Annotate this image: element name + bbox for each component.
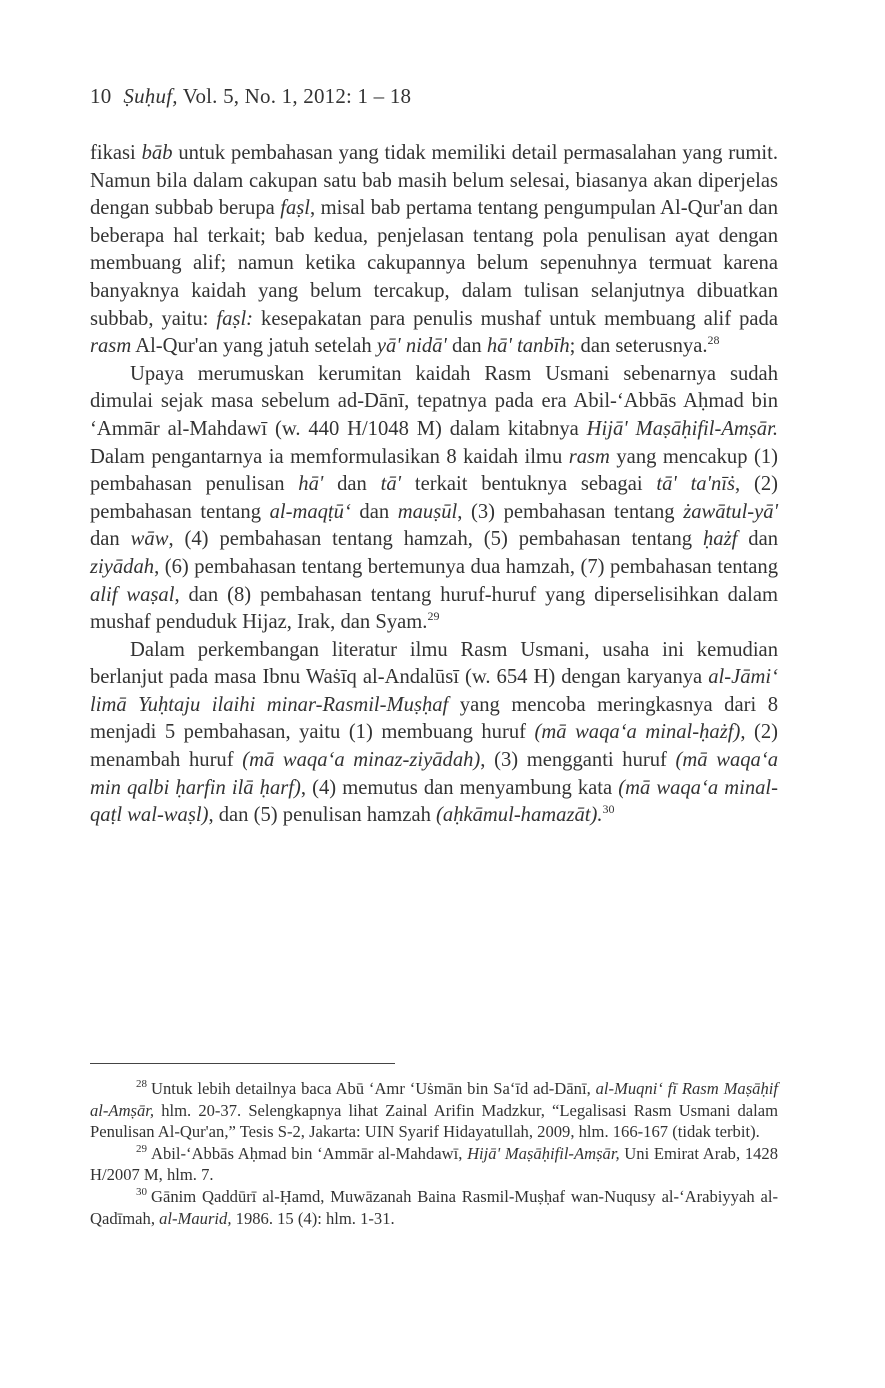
italic-term: hā' tanbīh <box>486 335 570 358</box>
paragraph-3 <box>90 637 778 830</box>
text-run: untuk pembahasan yang tidak memiliki detail permasalahan yang rumit. Namun bila dalam cakupan satu bab masih belum selesai, biasanya akan diperjelas dengan subbab berupa <box>90 142 778 220</box>
footnote-29 <box>90 1143 778 1186</box>
italic-term: (aḥkāmul-hamazāt). <box>436 804 603 827</box>
text-run: kesepakatan para penulis mushaf untuk membuang alif pada <box>253 307 778 330</box>
italic-term: rasm <box>568 445 610 468</box>
italic-title: Hijā' Maṣāḥifil-Amṣār, <box>467 1143 620 1163</box>
text-run: dan <box>350 500 398 523</box>
italic-term: al-Jāmiʻ limā Yuḥtaju ilaihi minar-Rasmil-Muṣḥaf <box>90 666 778 716</box>
text-run: Al-Qur'an yang jatuh setelah <box>131 335 377 358</box>
italic-title: al-Maurid, <box>159 1208 232 1228</box>
text-run: , dan (5) penulisan hamzah <box>208 804 437 827</box>
italic-term: żawātul-yā' <box>683 500 778 523</box>
italic-term: faṣl: <box>216 307 254 330</box>
text-run: Gānim Qaddūrī al-Ḥamd, Muwāzanah Baina Rasmil-Muṣḥaf wan-Nuqusy al-ʻArabiyyah al-Qadīmah, <box>90 1186 778 1228</box>
text-run: Dalam pengantarnya ia memformulasikan 8 kaidah ilmu <box>90 445 569 468</box>
text-run: dan <box>323 473 381 496</box>
italic-term: tā' <box>380 473 402 496</box>
text-run: , dan (8) pembahasan tentang huruf-huruf yang diperselisihkan dalam mushaf penduduk Hijaz, Irak, dan Syam. <box>90 583 778 634</box>
italic-term: rasm <box>90 335 132 358</box>
italic-term: Hijā' Maṣāḥifil-Amṣār. <box>586 417 778 440</box>
footnote-number: 28 <box>136 1078 147 1091</box>
paragraph-2 <box>90 361 778 637</box>
italic-term: faṣl <box>280 197 310 220</box>
text-run: ; dan seterusnya. <box>569 335 708 358</box>
body-text <box>90 140 778 830</box>
footnote-28 <box>90 1078 778 1143</box>
text-run: , (4) memutus dan menyambung kata <box>300 776 619 799</box>
text-run: yang mencoba meringkasnya dari 8 menjadi 5 pembahasan, yaitu (1) membuang huruf <box>90 693 779 744</box>
running-header <box>90 84 411 109</box>
text-run: 1986. 15 (4): hlm. 1-31. <box>231 1208 395 1228</box>
text-run: Dalam perkembangan literatur ilmu Rasm Usmani, usaha ini kemudian berlanjut pada masa Ibnu Waṡīq al-Andalūsī (w. 654 H) dengan karyanya <box>90 638 778 689</box>
footnote-ref-30[interactable]: 30 <box>602 802 615 817</box>
italic-term: yā' nidā' <box>376 335 447 358</box>
text-run: , (3) pembahasan tentang <box>457 500 684 523</box>
footnote-ref-28[interactable]: 28 <box>707 333 720 348</box>
text-run: , (2) pembahasan tentang <box>90 473 779 523</box>
text-run: , misal bab pertama tentang pengumpulan Al-Qur'an dan beberapa hal terkait; bab kedua, penjelasan tentang pola penulisan ayat dengan membuang alif; namun ketika cakupannya belum sepenuhnya termuat karena banyaknya kaidah yang belum tercakup, dalam tulisan selanjutnya dibuatkan subbab, yaitu: <box>90 197 778 330</box>
paragraph-1 <box>90 140 778 361</box>
italic-term: al-maqṭūʻ <box>269 500 351 523</box>
text-run: fikasi <box>90 142 142 164</box>
text-run: dan <box>737 528 779 551</box>
italic-title: al-Muqniʻ fī Rasm Maṣāḥif al-Amṣār, <box>90 1079 778 1120</box>
text-run: , (2) menambah huruf <box>90 721 779 772</box>
italic-term: bāb <box>141 142 173 164</box>
text-run: dan <box>90 528 131 551</box>
page-number: 10 <box>90 84 112 108</box>
journal-name: Ṣuḥuf, <box>123 84 178 108</box>
text-run: Abil-ʻAbbās Aḥmad bin ʻAmmār al-Mahdawī, <box>151 1143 468 1163</box>
text-run: dan <box>446 335 487 358</box>
text-run: Untuk lebih detailnya baca Abū ʻAmr ʻUṡmān bin Saʻīd ad-Dānī, <box>151 1079 596 1098</box>
text-run: Uni Emirat Arab, 1428 H/2007 M, hlm. 7. <box>90 1143 779 1185</box>
text-run: , (4) pembahasan tentang hamzah, (5) pembahasan tentang <box>168 528 703 551</box>
italic-term: tā' ta'nīṡ <box>656 473 736 496</box>
italic-term: ḥażf <box>703 528 738 551</box>
footnotes <box>90 1078 778 1229</box>
italic-term: wāw <box>130 528 169 551</box>
text-run: yang mencakup (1) pembahasan penulisan <box>90 445 778 496</box>
italic-term: ziyādah <box>90 555 155 578</box>
text-run: Upaya merumuskan kerumitan kaidah Rasm Usmani sebenarnya sudah dimulai sejak masa sebelum ad-Dānī, tepatnya pada era Abil-ʻAbbās Aḥmad bin ʻAmmār al-Mahdawī (w. 440 H/1048 M) dalam kitabnya <box>90 362 778 440</box>
text-run: , (6) pembahasan tentang bertemunya dua hamzah, (7) pembahasan tentang <box>154 555 778 578</box>
footnote-number: 29 <box>136 1143 147 1156</box>
footnote-divider <box>90 1063 395 1064</box>
italic-term: (mā waqaʻa min qalbi ḥarfin ilā ḥarf) <box>90 749 778 799</box>
italic-term: mauṣūl <box>397 500 458 523</box>
issue-details: Vol. 5, No. 1, 2012: 1 – 18 <box>182 84 412 108</box>
italic-term: alif waṣal <box>90 583 175 606</box>
footnote-30 <box>90 1186 778 1229</box>
italic-term: hā' <box>298 473 324 496</box>
italic-term: (mā waqaʻa minal-ḥażf) <box>534 721 741 744</box>
text-run: , (3) mengganti huruf <box>480 749 676 772</box>
italic-term: (mā waqaʻa minal-qaṭl wal-waṣl) <box>90 776 778 827</box>
footnote-ref-29[interactable]: 29 <box>427 609 440 624</box>
text-run: hlm. 20-37. Selengkapnya lihat Zainal Arifin Madzkur, “Legalisasi Rasm Usmani dalam Penulisan Al-Qur'an,” Tesis S-2, Jakarta: UIN Syarif Hidayatullah, 2009, hlm. 166-167 (tidak terbit). <box>90 1100 778 1142</box>
italic-term: (mā waqaʻa minaz-ziyādah) <box>242 749 481 772</box>
footnote-number: 30 <box>136 1186 147 1199</box>
text-run: terkait bentuknya sebagai <box>401 473 657 496</box>
